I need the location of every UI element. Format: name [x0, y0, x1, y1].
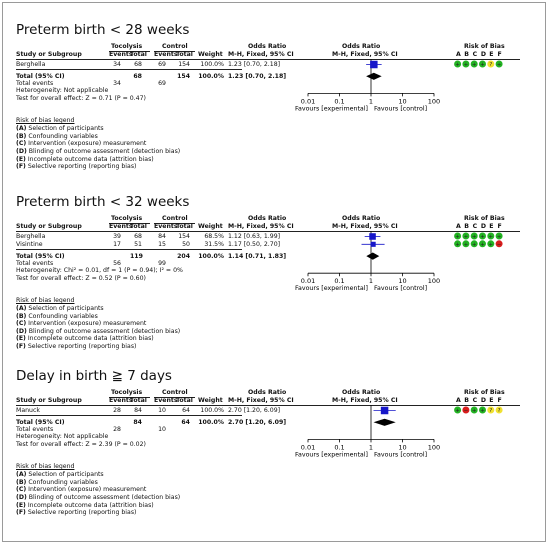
rob-letter-a: A: [456, 223, 461, 230]
events-header: Events: [109, 51, 133, 58]
total-weight: 100.0%: [198, 252, 224, 260]
or-plot-header: Odds Ratio: [342, 43, 381, 50]
header-rule: [16, 59, 520, 60]
panel-title: Delay in birth ≧ 7 days: [16, 368, 172, 384]
rob-legend-title: Risk of bias legend: [16, 297, 75, 305]
rob-legend-item: [16, 471, 104, 478]
overall-effect-text: Test for overall effect: Z = 0.52 (P = 0.60): [16, 274, 146, 282]
rob-legend-text: Confounding variables: [26, 132, 98, 140]
rob-letter-f: F: [497, 51, 502, 58]
rob-legend-item: [16, 502, 154, 509]
study-header: Study or Subgroup: [16, 397, 82, 404]
bias-symbol: +: [471, 62, 477, 68]
rob-letter-b: B: [464, 51, 470, 58]
rob-legend-letter: (C): [16, 486, 27, 494]
total-events-ct: 69: [158, 80, 166, 88]
rob-header: Risk of Bias: [464, 389, 505, 396]
rob-letter-a: A: [456, 397, 461, 404]
x-tick-label: 1: [368, 97, 374, 106]
total-or-ci: 1.23 [0.70, 2.18]: [228, 72, 287, 80]
forest-panel: [16, 368, 536, 538]
bias-symbol: +: [496, 62, 502, 68]
bias-symbol: +: [488, 234, 494, 240]
bias-symbol: +: [455, 241, 460, 248]
rob-legend-text: Blinding of outcome assessment (detection bias): [26, 148, 181, 155]
ct-total: 154: [178, 233, 190, 240]
total-events-ct: 99: [158, 259, 166, 267]
study-square: [381, 407, 389, 415]
total-or-ci: 2.70 [1.20, 6.09]: [228, 418, 287, 426]
total-ct: 64: [181, 418, 190, 426]
study-header: Study or Subgroup: [16, 223, 82, 230]
weight-header: Weight: [198, 397, 223, 404]
panel-title: Preterm birth < 32 weeks: [16, 194, 190, 210]
heterogeneity-text: Heterogeneity: Chi² = 0.01, df = 1 (P = 0.94); I² = 0%: [16, 267, 183, 275]
rob-legend-letter: (B): [16, 478, 27, 486]
ct-total: 154: [178, 61, 190, 68]
or-header: Odds Ratio: [248, 215, 287, 222]
rob-legend-item: [16, 494, 180, 501]
total-header: Total: [176, 223, 193, 230]
x-tick-label: 0.01: [300, 443, 316, 452]
rob-legend-text: Intervention (exposure) measurement: [26, 320, 147, 328]
total-tx: 68: [133, 72, 142, 80]
summary-diamond: [373, 419, 395, 426]
ct-total: 64: [182, 407, 190, 414]
bias-symbol: +: [471, 241, 477, 248]
total-header: Total: [130, 223, 147, 230]
x-tick-label: 0.1: [334, 443, 345, 452]
tocolysis-header: Tocolysis: [111, 389, 143, 396]
rob-legend-item: [16, 148, 180, 155]
rob-legend-letter: (A): [16, 471, 27, 479]
bias-symbol: −: [463, 408, 469, 414]
total-events-label: Total events: [16, 426, 54, 434]
events-header: Events: [154, 223, 178, 230]
x-tick-label: 0.01: [300, 277, 316, 286]
ct-events: 84: [158, 233, 166, 240]
total-events-label: Total events: [16, 80, 54, 88]
or-plot-method-header: M-H, Fixed, 95% CI: [332, 51, 398, 58]
bias-symbol: +: [488, 241, 494, 248]
study-or-ci: 1.17 [0.50, 2.70]: [228, 240, 281, 248]
panel-title: Preterm birth < 28 weeks: [16, 22, 190, 38]
bias-symbol: +: [455, 234, 460, 240]
rob-legend-text: Selection of participants: [26, 125, 104, 133]
tx-total: 51: [134, 240, 142, 248]
risk-of-bias-grid: [454, 406, 514, 418]
bias-symbol: +: [496, 234, 502, 240]
or-method-header: M-H, Fixed, 95% CI: [228, 397, 294, 404]
rob-legend-text: Confounding variables: [26, 312, 98, 320]
rob-letter-e: E: [489, 51, 494, 58]
bias-symbol: +: [480, 234, 485, 240]
rob-legend-letter: (D): [16, 494, 27, 501]
ct-events: 69: [158, 61, 166, 68]
rob-letter-e: E: [489, 397, 494, 404]
rob-legend-letter: (A): [16, 125, 27, 133]
bias-symbol: +: [471, 408, 477, 414]
events-header: Events: [154, 51, 178, 58]
events-header: Events: [109, 223, 133, 230]
tx-events: 39: [113, 233, 121, 240]
rob-letter-b: B: [464, 397, 470, 404]
or-plot-method-header: M-H, Fixed, 95% CI: [332, 223, 398, 230]
x-tick-label: 0.1: [334, 97, 345, 106]
rob-legend-text: Selective reporting (reporting bias): [25, 509, 137, 517]
study-rule: [16, 415, 242, 416]
rob-legend-text: Selective reporting (reporting bias): [25, 343, 137, 350]
rob-letter-f: F: [497, 397, 502, 404]
rob-legend-item: [16, 479, 98, 486]
rob-legend-letter: (C): [16, 140, 27, 148]
rob-legend-letter: (F): [16, 509, 26, 517]
rob-letter-b: B: [464, 223, 470, 230]
rob-legend-letter: (F): [16, 163, 26, 171]
rob-legend-item: [16, 335, 154, 342]
study-rule: [16, 249, 242, 250]
rob-legend-item: [16, 343, 136, 350]
total-header: Total: [130, 51, 147, 58]
rob-legend-text: Confounding variables: [26, 478, 98, 486]
bias-symbol: +: [480, 241, 485, 248]
risk-of-bias-grid: [454, 60, 514, 72]
forest-plot: [294, 59, 444, 123]
study-name: Manuck: [16, 407, 40, 414]
rob-letter-c: C: [472, 223, 478, 230]
study-header: Study or Subgroup: [16, 51, 82, 58]
study-weight: 100.0%: [200, 61, 224, 68]
total-header: Total: [130, 397, 147, 404]
bias-symbol: ?: [489, 408, 493, 414]
rob-legend-item: [16, 320, 146, 327]
rob-legend-text: Blinding of outcome assessment (detection bias): [26, 327, 181, 335]
ct-total: 50: [182, 240, 190, 248]
rob-legend-item: [16, 163, 136, 170]
rob-letter-a: A: [456, 51, 461, 58]
heterogeneity-text: Heterogeneity: Not applicable: [16, 87, 109, 95]
x-tick-label: 1: [368, 277, 374, 286]
weight-header: Weight: [198, 223, 223, 230]
total-events-label: Total events: [16, 259, 54, 267]
x-tick-label: 0.01: [300, 97, 316, 106]
x-tick-label: 100: [427, 277, 441, 286]
rob-letter-f: F: [497, 223, 502, 230]
rob-legend-text: Intervention (exposure) measurement: [26, 486, 147, 494]
forest-plot: [294, 231, 444, 303]
bias-symbol: ?: [489, 62, 493, 68]
total-events-ct: 10: [158, 426, 166, 434]
rob-legend-letter: (F): [16, 343, 26, 350]
bias-symbol: +: [455, 408, 460, 414]
rob-letter-c: C: [472, 51, 478, 58]
rob-letter-d: D: [480, 51, 487, 58]
rob-legend-letter: (C): [16, 320, 27, 328]
tx-events: 34: [113, 61, 121, 68]
x-tick-label: 100: [427, 443, 441, 452]
favours-right-label: Favours [control]: [374, 285, 428, 293]
total-ct: 204: [177, 252, 190, 260]
overall-effect-text: Test for overall effect: Z = 0.71 (P = 0.47): [16, 94, 146, 102]
rob-legend-letter: (B): [16, 312, 27, 320]
rob-legend-title: Risk of bias legend: [16, 117, 75, 125]
control-header: Control: [162, 215, 188, 222]
study-name: Visintine: [16, 240, 43, 248]
x-tick-label: 0.1: [334, 277, 345, 286]
events-header: Events: [154, 397, 178, 404]
bias-symbol: ?: [497, 408, 501, 414]
rob-legend-text: Incomplete outcome data (attrition bias): [25, 335, 154, 343]
control-header: Control: [162, 43, 188, 50]
header-rule: [16, 405, 520, 406]
risk-of-bias-grid: [454, 232, 514, 252]
summary-diamond: [366, 73, 382, 80]
study-or-ci: 1.12 [0.63, 1.99]: [228, 233, 281, 240]
rob-legend-letter: (E): [16, 501, 26, 509]
or-plot-header: Odds Ratio: [342, 389, 381, 396]
favours-left-label: Favours [experimental]: [294, 285, 368, 293]
control-header: Control: [162, 389, 188, 396]
x-tick-label: 10: [398, 97, 407, 106]
rob-legend-letter: (D): [16, 148, 27, 155]
x-tick-label: 1: [368, 443, 374, 452]
study-weight: 31.5%: [204, 240, 224, 248]
rob-legend-item: [16, 509, 136, 516]
rob-legend-item: [16, 305, 104, 312]
study-rule: [16, 69, 242, 70]
total-label: Total (95% CI): [16, 252, 65, 260]
rob-legend-item: [16, 125, 104, 132]
rob-legend-text: Blinding of outcome assessment (detection bias): [26, 494, 181, 501]
bias-symbol: +: [480, 408, 485, 414]
study-name: Berghella: [16, 233, 46, 240]
rob-legend-item: [16, 140, 146, 147]
or-header: Odds Ratio: [248, 43, 287, 50]
weight-header: Weight: [198, 51, 223, 58]
heterogeneity-text: Heterogeneity: Not applicable: [16, 433, 109, 441]
tocolysis-header: Tocolysis: [111, 43, 143, 50]
rob-legend-letter: (D): [16, 327, 27, 335]
tx-total: 68: [134, 61, 142, 68]
rob-legend-letter: (E): [16, 335, 26, 343]
rob-legend-text: Selection of participants: [26, 305, 104, 312]
x-tick-label: 10: [398, 443, 407, 452]
or-header: Odds Ratio: [248, 389, 287, 396]
study-weight: 100.0%: [200, 407, 224, 414]
bias-symbol: +: [463, 62, 469, 68]
tx-events: 17: [113, 240, 121, 248]
total-label: Total (95% CI): [16, 72, 65, 80]
favours-left-label: Favours [experimental]: [294, 105, 368, 113]
rob-legend-text: Selection of participants: [26, 471, 104, 479]
ct-events: 10: [158, 407, 166, 414]
tx-total: 68: [134, 233, 142, 240]
rob-legend-title: Risk of bias legend: [16, 463, 75, 471]
rob-legend-item: [16, 486, 146, 493]
favours-left-label: Favours [experimental]: [294, 451, 368, 459]
forest-panel: [16, 22, 536, 192]
events-header: Events: [109, 397, 133, 404]
total-or-ci: 1.14 [0.71, 1.83]: [228, 252, 287, 260]
bias-symbol: +: [471, 234, 477, 240]
or-plot-method-header: M-H, Fixed, 95% CI: [332, 397, 398, 404]
rob-legend-letter: (E): [16, 155, 26, 163]
rob-legend-text: Incomplete outcome data (attrition bias): [25, 501, 154, 509]
x-tick-label: 100: [427, 97, 441, 106]
tx-total: 84: [134, 407, 142, 414]
rob-legend-item: [16, 133, 98, 140]
overall-effect-text: Test for overall effect: Z = 2.39 (P = 0.02): [16, 440, 146, 448]
rob-letter-c: C: [472, 397, 478, 404]
study-weight: 68.5%: [204, 233, 224, 240]
or-method-header: M-H, Fixed, 95% CI: [228, 51, 294, 58]
or-method-header: M-H, Fixed, 95% CI: [228, 223, 294, 230]
rob-header: Risk of Bias: [464, 43, 505, 50]
forest-panel: [16, 194, 536, 364]
rob-header: Risk of Bias: [464, 215, 505, 222]
total-events-tx: 28: [113, 426, 121, 434]
rob-legend-text: Selective reporting (reporting bias): [25, 163, 137, 171]
summary-diamond: [366, 253, 379, 260]
favours-right-label: Favours [control]: [374, 451, 428, 459]
study-or-ci: 2.70 [1.20, 6.09]: [228, 407, 281, 414]
tx-events: 28: [113, 407, 121, 414]
header-rule: [16, 231, 520, 232]
bias-symbol: +: [463, 234, 469, 240]
total-events-tx: 34: [113, 80, 121, 88]
rob-letter-d: D: [480, 397, 487, 404]
total-label: Total (95% CI): [16, 418, 65, 426]
total-tx: 119: [130, 252, 143, 260]
forest-plot: [294, 405, 444, 469]
study-or-ci: 1.23 [0.70, 2.18]: [228, 61, 281, 68]
total-header: Total: [176, 51, 193, 58]
rob-legend-item: [16, 313, 98, 320]
bias-symbol: +: [480, 62, 485, 68]
rob-legend-letter: (B): [16, 132, 27, 140]
tocolysis-header: Tocolysis: [111, 215, 143, 222]
study-square: [369, 233, 376, 240]
bias-symbol: +: [455, 62, 460, 68]
total-weight: 100.0%: [198, 72, 224, 80]
total-tx: 84: [133, 418, 142, 426]
total-events-tx: 56: [113, 259, 121, 267]
ct-events: 15: [158, 240, 166, 248]
rob-legend-text: Incomplete outcome data (attrition bias): [25, 155, 154, 163]
rob-legend-letter: (A): [16, 305, 27, 312]
rob-legend-text: Intervention (exposure) measurement: [26, 140, 147, 148]
rob-legend-item: [16, 156, 154, 163]
rob-letter-d: D: [480, 223, 487, 230]
bias-symbol: +: [463, 241, 469, 248]
total-weight: 100.0%: [198, 418, 224, 426]
x-tick-label: 10: [398, 277, 407, 286]
bias-symbol: −: [496, 241, 502, 248]
favours-right-label: Favours [control]: [374, 105, 428, 113]
total-ct: 154: [177, 72, 190, 80]
study-square: [370, 61, 378, 69]
rob-legend-item: [16, 328, 180, 335]
study-square: [371, 242, 376, 247]
rob-letter-e: E: [489, 223, 494, 230]
total-header: Total: [176, 397, 193, 404]
or-plot-header: Odds Ratio: [342, 215, 381, 222]
study-name: Berghella: [16, 61, 46, 68]
